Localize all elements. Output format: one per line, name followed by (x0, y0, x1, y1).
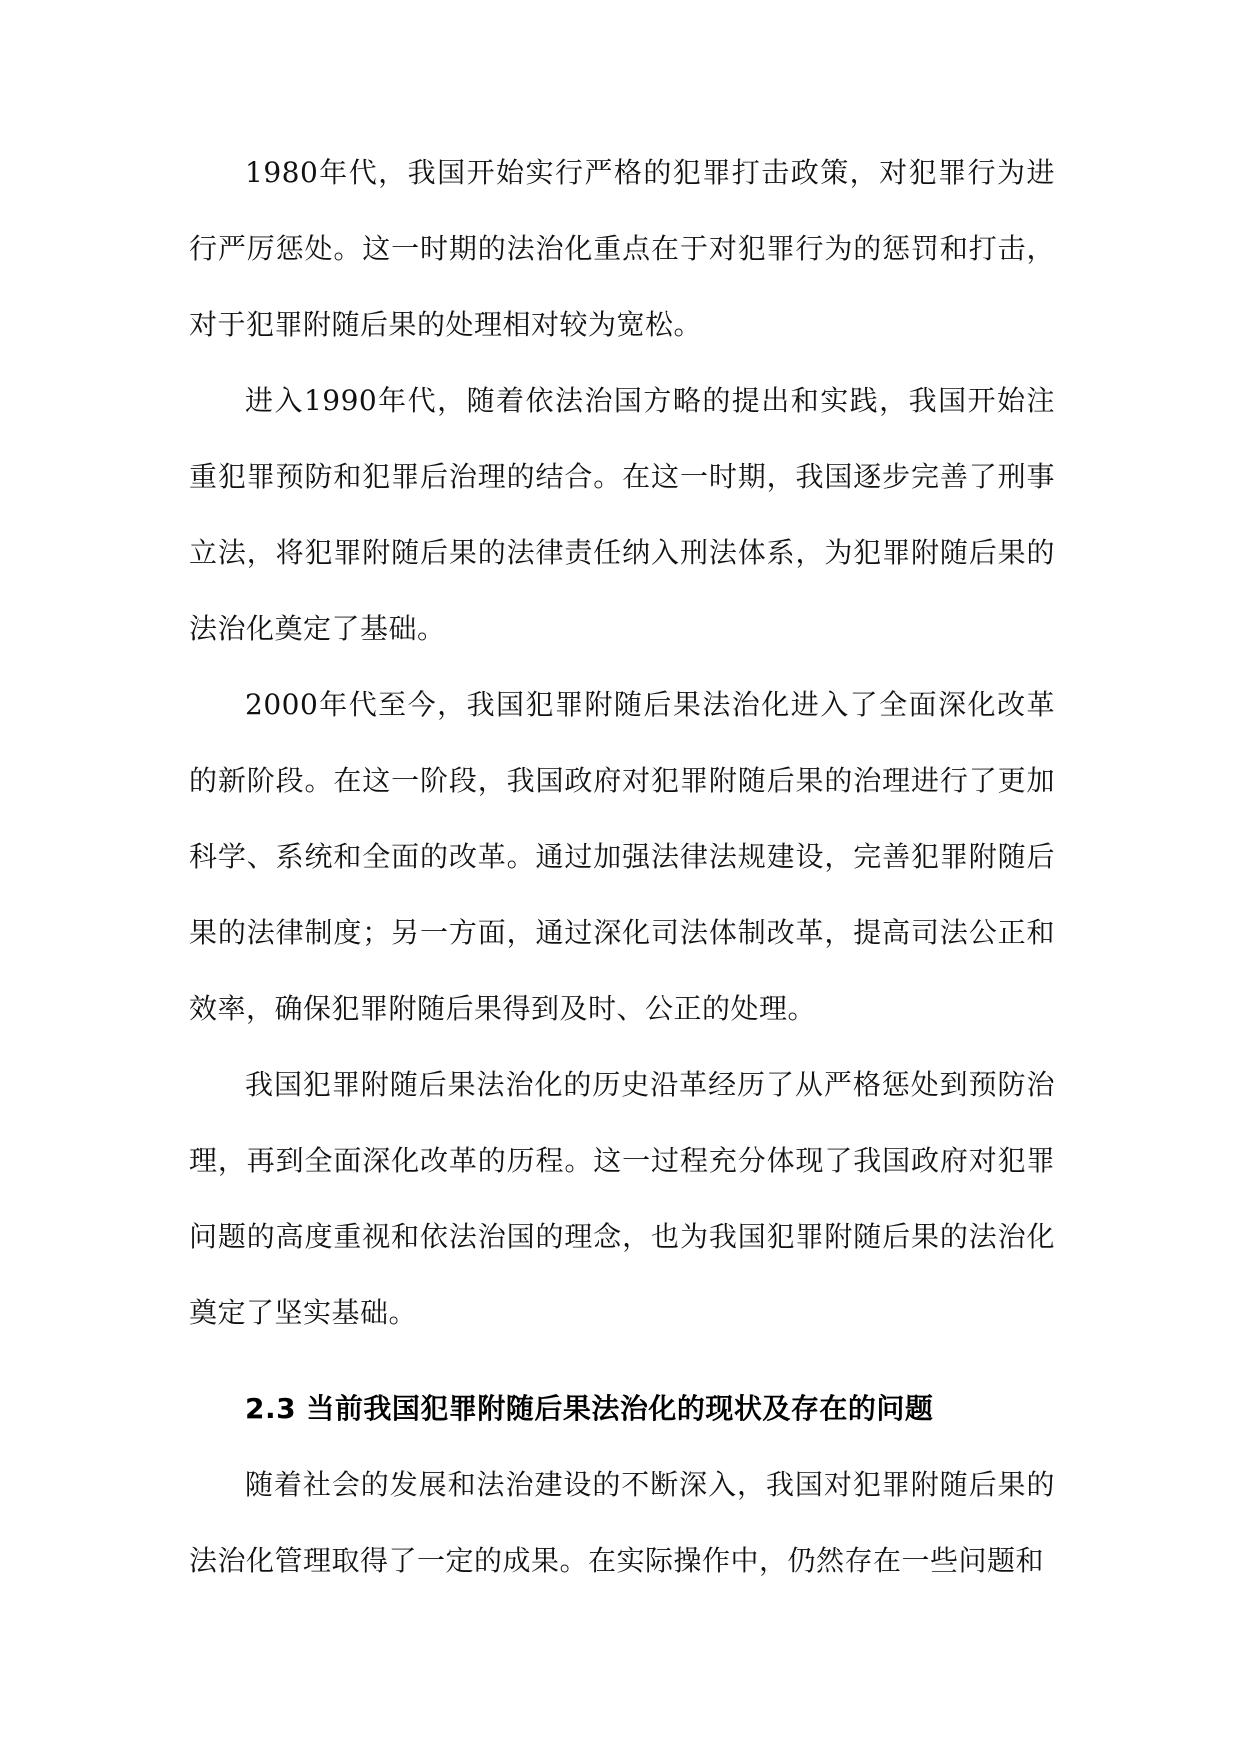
paragraph-1980s: 1980年代，我国开始实行严格的犯罪打击政策，对犯罪行为进行严厉惩处。这一时期的法治化重点在于对犯罪行为的惩罚和打击，对于犯罪附随后果的处理相对较为宽松。 (189, 156, 1055, 341)
section-heading: 2.3 当前我国犯罪附随后果法治化的现状及存在的问题 (245, 1392, 934, 1425)
paragraph-current-status: 随着社会的发展和法治建设的不断深入，我国对犯罪附随后果的法治化管理取得了一定的成果。在实际操作中，仍然存在一些问题和 (189, 1468, 1055, 1577)
paragraph-1990s: 进入1990年代，随着依法治国方略的提出和实践，我国开始注重犯罪预防和犯罪后治理的结合。在这一时期，我国逐步完善了刑事立法，将犯罪附随后果的法律责任纳入刑法体系，为犯罪附随后果的法治化奠定了基础。 (189, 384, 1055, 645)
document-body (189, 135, 1055, 1599)
paragraph-2000s: 2000年代至今，我国犯罪附随后果法治化进入了全面深化改革的新阶段。在这一阶段，我国政府对犯罪附随后果的治理进行了更加科学、系统和全面的改革。通过加强法律法规建设，完善犯罪附随后果的法律制度；另一方面，通过深化司法体制改革，提高司法公正和效率，确保犯罪附随后果得到及时、公正的处理。 (189, 688, 1055, 1025)
paragraph-summary: 我国犯罪附随后果法治化的历史沿革经历了从严格惩处到预防治理，再到全面深化改革的历程。这一过程充分体现了我国政府对犯罪问题的高度重视和依法治国的理念，也为我国犯罪附随后果的法治化奠定了坚实基础。 (189, 1068, 1055, 1329)
